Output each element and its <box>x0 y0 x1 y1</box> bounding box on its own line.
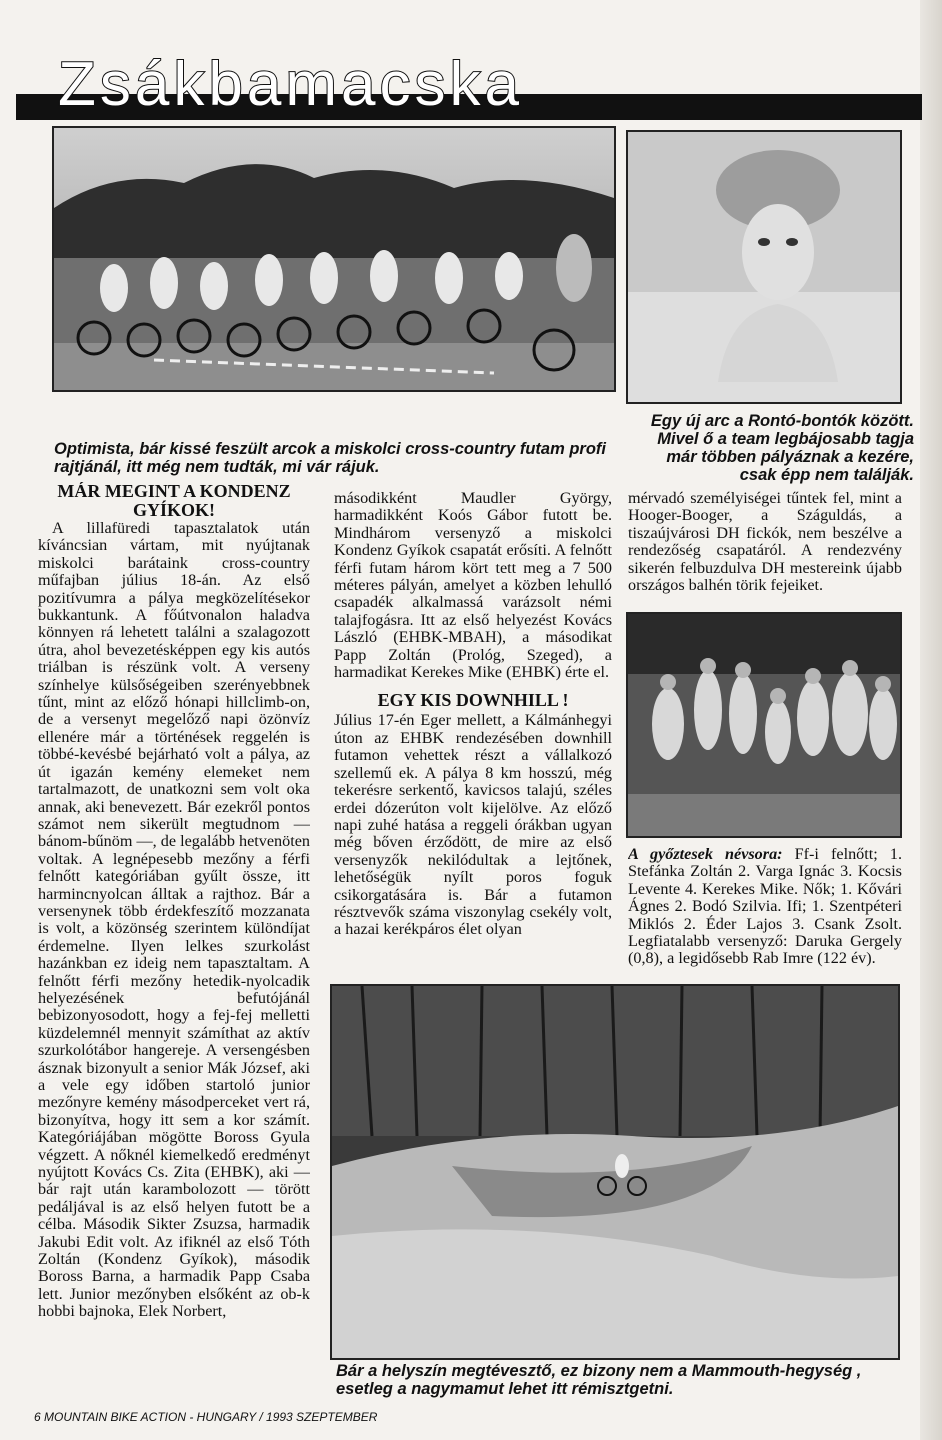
winners-list <box>628 846 902 974</box>
article-column-2 <box>334 490 612 975</box>
helmet-caption: Egy új arc a Rontó-bontók között. Mivel ő a team legbájosabb tagja már többen pályáznak a kezére, csak épp nem találják. <box>650 412 914 484</box>
column-2-text-b: Július 17-én Eger mellett, a Kálmánhegyi úton az EHBK rendezésében downhill futamon vehettek részt a vállalkozó szellemű ek. A pálya 8 km hosszú, még tekerésre serkentő, kavicsos talajú, széles erdei dózerúton volt kijelölve. Az előző napi zuhé hatása a reggeli órákban ugyan még bőven érződött, de mire az első versenyzők nekilódultak a lejtőnek, lehetőségük nyílt poros foguk csikorgatására is. Bár a futamon résztvevők száma viszonylag csekély volt, a hazai kerékpáros élet olyan <box>334 711 612 939</box>
page-headline: Zsákbamacska <box>58 50 523 119</box>
page-footer: 6 MOUNTAIN BIKE ACTION - HUNGARY / 1993 SZEPTEMBER <box>34 1410 378 1424</box>
section-heading-kondenz: MÁR MEGINT A KONDENZ GYÍKOK! <box>57 482 291 520</box>
winners-photo <box>626 612 902 838</box>
article-column-1 <box>38 482 310 1406</box>
column-2-text-a: másodikként Maudler György, harmadikként Koós Gábor futott be. Mindhárom versenyző a miskolci Kondenz Gyíkok csapatát erősíti. A felnőtt férfi futam három kört tett meg a 7 500 méteres pályán, amelyet a közben lehulló csapadék alkalmassá varázsolt némi talajfogásra. Itt az első helyezést Kovács László (EHBK-MBAH), a másodikat Papp Zoltán (Prológ, Szeged), a harmadikat Kerekes Mike (EHBK) érte el. <box>334 490 612 682</box>
column-1-text: A lillafüredi tapasztalatok után kíváncsian vártam, mit nyújtanak miskolci barátaink cross-country műfajban július 18-án. Az első pozitívumra a pálya megközelítésekor bukkantunk. A főútvonalon haladva könnyen rá lehetett találni a szalagozott útra, ahol bevezetésképpen egy kis autós triálban is részünk volt. A verseny színhelye külsőségeiben szerényebbnek tűnt, mint az előző hónapi hillclimb-on, de a versenyt megelőző napi özönvíz ellenére már a történések reggelén is többé-kevésbé bejárható volt a pálya, az út igazán kemény elemeket nem tartalmazott, de unatkozni sem volt oka annak, aki benevezett. Bár ezekről pontos számot nem sikerült megtudnom — bánom-bűnöm —, de legalább hetvenöten voltak. A legnépesebb mezőny a férfi felnőtt kategóriában gyűlt össze, itt harmincnyolcan álltak a rajthoz. Bár a versenynek több érdekfeszítő mozzanata is volt, a közönség szerintem különdíjat érdemelne. Ilyen lelkes szurkolást hazánkban ez ideig nem tapasztaltam. A felnőtt férfi mezőny hetedik-nyolcadik helyezésének befutójánál bebizonyosodott, hogy a fej-fej melletti küzdelemnél mennyit számíthat az aktív szurkolótábor hangereje. A versengésben ásznak bizonyult a senior Mák József, aki a vele egy időben startoló junior mezőnyre kemény másodperceket vert rá, bizonyítva, hogy itt sem a kor számít. Kategóriájában mögötte Boross Gyula végzett. A nőknél kiemelkedő eredményt nyújtott Kovács Cs. Zita (EHBK), aki — bár rajt után karambolozott — törött pedáljával is az első helyen futott be a célba. Második Sikter Zsuzsa, harmadik Jakubi Edit volt. Az ifiknél az első Tóth Zoltán (Kondenz Gyíkok), második Boross Barna, a harmadik Papp Csaba lett. Junior mezőnyben elsőként az ob-k hobbi bajnoka, Elek Norbert, <box>38 519 310 1321</box>
winners-label: A győztesek névsora: <box>628 846 783 863</box>
winners-paragraph <box>628 846 902 968</box>
section-heading-downhill: EGY KIS DOWNHILL ! <box>377 690 569 711</box>
downhill-caption: Bár a helyszín megtévesztő, ez bizony nem a Mammouth-hegység , esetleg a nagymamut lehet itt rémisztgetni. <box>336 1362 862 1398</box>
page-edge <box>920 0 942 1440</box>
race-start-photo <box>52 126 616 392</box>
article-column-3 <box>628 490 902 608</box>
race-start-caption: Optimista, bár kissé feszült arcok a miskolci cross-country futam profi rajtjánál, itt még nem tudták, mi vár rájuk. <box>54 440 607 476</box>
column-3-text: mérvadó személyiségei tűntek fel, mint a Hooger-Booger, a Száguldás, a tiszaújvárosi DH fickók, nem beszélve a rendezőség csapatáról. A rendezvény sikerén felbuzdulva DH mestereink újabb országos balhén törik fejeiket. <box>628 490 902 595</box>
winners-text: Ff-i felnőtt; 1. Stefánka Zoltán 2. Varga Ignác 3. Kocsis Levente 4. Kerekes Mike. Nők; 1. Kővári Ágnes 2. Bodó Szilvia. Ifi; 1. Szentpéteri Miklós 2. Éder Lajos 3. Csank Zsolt. Legfiatalabb versenyző: Daruka Gergely (0,8), a legidősebb Rab Imre (122 év). <box>628 846 902 968</box>
downhill-photo <box>330 984 900 1360</box>
helmet-photo <box>626 130 902 404</box>
